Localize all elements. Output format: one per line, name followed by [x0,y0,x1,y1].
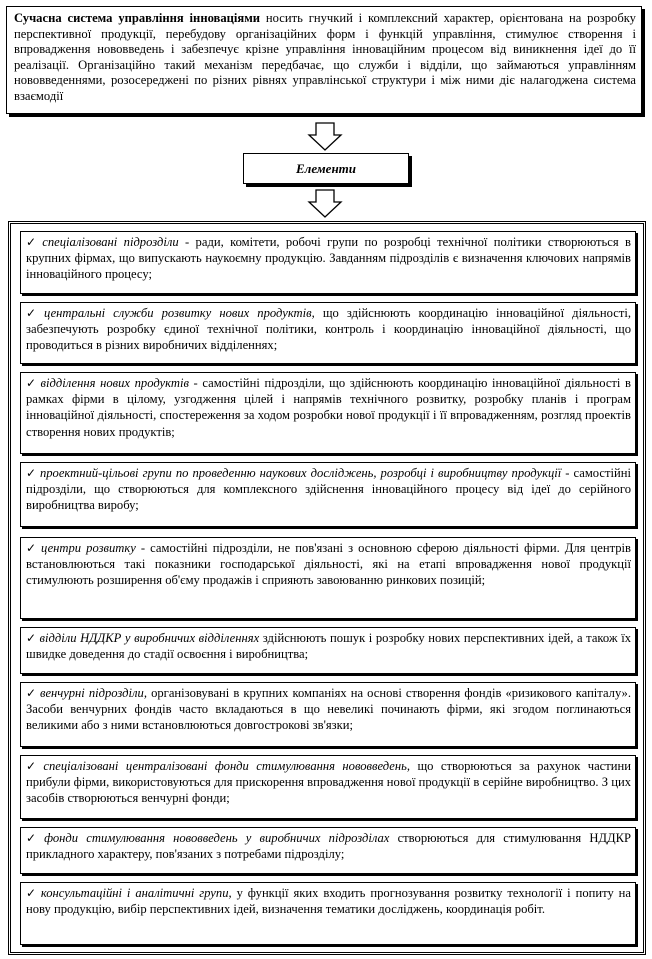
check-icon: ✓ [26,886,38,900]
intro-text: носить гнучкий і комплексний характер, орієнтована на розробку перспективної продукції, перебудову організаційних форм і функцій управління, стимулює створення і впровадження нововведень і забезпечує крізне управління інноваційним процесом від виникнення ідеї до її реалізації. Організаційно такий механізм передбачає, що служби і відділи, що займаються управлінням нововведеннями, розосереджені по різних рівнях управлінської структури і між ними діє налагоджена система взаємодії [14,11,636,103]
element-text: здійснюють пошук і розробку нових перспективних ідей, а також їх швидке доведення до стадії освоєння і виробництва; [26,631,631,662]
element-item [20,682,636,747]
element-term: відділення нових продуктів [40,376,189,390]
element-term: відділи НДДКР у виробничих відділеннях [39,631,260,645]
check-icon: ✓ [26,759,41,773]
element-item [20,302,636,364]
element-text: що створюються за рахунок частини прибули фірми, використовуються для прискорення впровадження нової продукції в серійне виробництво. З цих засобів створюються венчурні фонди; [26,759,631,806]
element-text: - самостійні підрозділи, що здійснюють координацію інноваційної діяльності в рамках фірми в цілому, узгодження цілей і напрямів технічного розвитку, розробку планів і програм інноваційної діяльності, спостереження за ходом розробки нової продукції і її впровадженням, розгляд проектів створення нових продуктів; [26,376,631,439]
element-item [20,462,636,527]
element-item [20,231,636,294]
element-text: - самостійні підрозділи, що створюються для комплексного здійснення інноваційного процесу від ідеї до серійного виробництва виробу; [26,466,631,513]
element-text: створюються для стимулювання НДДКР прикладного характеру, пов'язаних з потребами підрозділу; [26,831,632,862]
elements-label-box [243,153,409,184]
element-text: організовувані в крупних компаніях на основі створення фондів «ризикового капіталу». Засоби венчурних фондів часто вкладаються в що невеликі починають фірми, які згодом поглинаються великими або з ними встановлюються довгострокові зв'язки; [26,686,632,733]
check-icon: ✓ [26,306,41,320]
down-arrow-icon [307,189,343,219]
check-icon: ✓ [26,376,38,390]
element-term: спеціалізовані підрозділи [42,235,179,249]
element-item [20,627,636,674]
check-icon: ✓ [26,541,38,555]
element-term: консультаційні і аналітичні групи, [40,886,232,900]
element-text: - самостійні підрозділи, не пов'язані з основною сферою діяльності фірми. Для центрів встановлюються такі показники господарської діяльності, які на етапі впровадження нової продукції стимулюють розширення об'єму продажів і сприяють завоюванню ринкових позицій; [26,541,631,588]
element-item [20,755,636,819]
element-item [20,372,636,454]
element-item [20,827,636,874]
element-term: венчурні підрозділи, [39,686,147,700]
element-term: спеціалізовані централізовані фонди стимулювання нововведень, [43,759,410,773]
check-icon: ✓ [26,631,37,645]
elements-label: Елементи [295,160,357,176]
check-icon: ✓ [26,235,40,249]
element-item [20,537,636,619]
intro-box [6,6,642,114]
element-item [20,882,636,945]
intro-lead: Сучасна система управління інноваціями [14,11,261,25]
element-text: у функції яких входить прогнозування розвитку технології і попиту на нову продукцію, вибір перспективних ідей, визначення тематики досліджень, координація робіт. [26,886,631,917]
element-term: центральні служби розвитку нових продуктів, [43,306,315,320]
check-icon: ✓ [26,686,37,700]
element-text: - ради, комітети, робочі групи по розробці технічної політики створюються в крупних фірмах, що випускають наукоємну продукцію. Завданням підрозділів є визначення ключових напрямів інноваційного процесу; [26,235,631,282]
element-term: проектний-цільові групи по проведенню наукових досліджень, розробці і виробництву продукції [39,466,562,480]
element-term: центри розвитку [40,541,136,555]
element-term: фонди стимулювання нововведень у виробничих підрозділах [44,831,390,845]
down-arrow-icon [307,122,343,152]
check-icon: ✓ [26,466,37,480]
check-icon: ✓ [26,831,42,845]
element-text: що здійснюють координацію інноваційної діяльності, забезпечують розробку єдиної технічної політики, контроль і координацію інноваційної діяльності, що проводиться в різних виробничих відділеннях; [26,306,631,353]
